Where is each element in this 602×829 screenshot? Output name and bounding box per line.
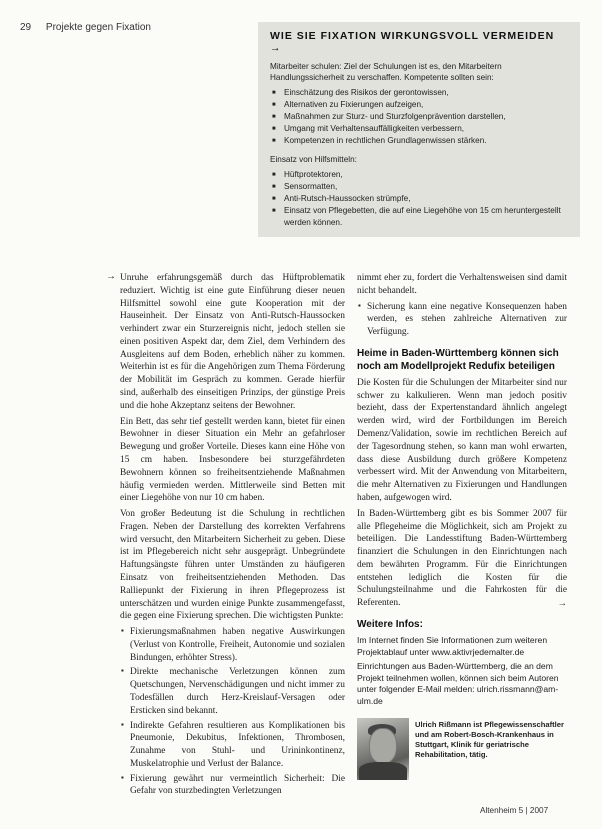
box-aid: ■ Sensormatten,	[284, 181, 568, 193]
bullet-item: ▪ Fixierung gewährt nur vermeintlich Sicherheit: Die Gefahr von sturzbedingten Verletzungen	[130, 773, 345, 799]
paragraph: Unruhe erfahrungsgemäß durch das Hüftproblematik reduziert. Wichtig ist eine gute Einführung dieser neuen Hilfsmittel sowohl eine gute Kooperation mit der Hauseinheit. Der Einsatz von Anti-Rutsch-Haussocken verhindert zwar ein Sturzereignis nicht, jedoch stellen sie einen positiven Aspekt dar, dem Ziel, dem Verhindern des Ausgleitens auf dem Boden, erheblich näher zu kommen. Weiterhin ist es für die Angehörigen zum Thema Förderung der Mobilität im Gespräch zu kommen. Gerade hierfür sind, außerhalb des einseitigen Prinzips, der günstige Preis und die hohe Akzeptanz seitens der Bewohner.	[120, 273, 345, 411]
paragraph: nimmt eher zu, fordert die Verhaltensweisen sind damit nicht behandelt.	[357, 273, 567, 296]
right-bullets	[357, 301, 567, 339]
section-title: Projekte gegen Fixation	[45, 22, 151, 33]
author-caption: Ulrich Rißmann ist Pflegewissenschaftler und am Robert-Bosch-Krankenhaus in Stuttgart, Klinik für geriatrische Rehabilitation, tätig.	[415, 720, 564, 759]
info-text: Einrichtungen aus Baden-Württemberg, die an dem Projekt teilnehmen wollen, können sich beim Autoren unter folgender E-Mail melden: ulrich.rissmann@am-ulm.de	[357, 661, 559, 706]
paragraph: Ein Bett, das sehr tief gestellt werden kann, bietet für einen Bewohner in dieser Situation ein Mehr an gefahrloser Bewegung und großer Vorteile. Dieses kann eine Höhe von 15 cm haben. Insbesondere bei sturzgefährdeten Bewohnern können so freiheitsentziehende Maßnahmen häufig vermieden werden. Mittlerweile sind Betten mit einer Liegehöhe von nur 10 cm haben.	[120, 416, 345, 504]
left-column	[120, 272, 345, 801]
continuation-arrow-icon: →	[106, 271, 116, 282]
info-text: Im Internet finden Sie Informationen zum weiteren Projektablauf unter www.aktivrjedemalter.de	[357, 634, 548, 657]
paragraph: In Baden-Württemberg gibt es bis Sommer 2007 für alle Pflegeheime die Möglichkeit, sich am Projekt zu beteiligen. Die Landesstiftung Baden-Württemberg finanziert die Schulungen in den Einrichtungen nach dem bewährten Programm. Für die Einrichtungen entstehen lediglich die Kosten für die Schulungsteilnahme und die Fahrkosten für die Referenten. →	[357, 508, 567, 609]
author-block	[357, 718, 577, 788]
info-box	[258, 22, 580, 237]
info-title: Weitere Infos:	[357, 618, 423, 630]
box-item: ■ Alternativen zu Fixierungen aufzeigen,	[284, 99, 568, 111]
box-aids	[270, 169, 568, 228]
author-photo	[357, 718, 409, 780]
box-aid: ■ Hüftprotektoren,	[284, 169, 568, 181]
bullet-item: ▪ Indirekte Gefahren resultieren aus Komplikationen bis Pneumonie, Dekubitus, Infektionen, Thrombosen, Zunahme von Stuhl- und Urininkontinenz, Muskelatrophie und Verlust der Balance.	[130, 720, 345, 771]
box-item: ■ Einschätzung des Risikos der gerontowissen,	[284, 87, 568, 99]
box-item: ■ Maßnahmen zur Sturz- und Sturzfolgenprävention darstellen,	[284, 111, 568, 123]
box-title: WIE SIE FIXATION WIRKUNGSVOLL VERMEIDEN →	[270, 30, 555, 54]
paragraph: Die Kosten für die Schulungen der Mitarbeiter sind nur schwer zu kalkulieren. Wenn man jedoch positiv bezieht, dass der Expertenstandard ähnlich angelegt werden wird, wird der Fortbildungen im Bereich Demenz/Validation, sowie im rechtlichen Bereich auf der Tagesordnung stehen, so kann man wohl erwarten, dass diese Ausbildung durch größere Kompetenz verbessert wird. Mit der Anwendung von Mitarbeitern, die mehr Alternativen zu Fixierungen und Handlungen haben, aufgewogen wird.	[357, 377, 567, 503]
bullet-item: ▪ Direkte mechanische Verletzungen können zum Quetschungen, Nervenschädigungen und nicht immer zu Todesfällen durch Herz-Kreislauf-Versagen oder Ersticken sind bekannt.	[130, 666, 345, 717]
paragraph: Von großer Bedeutung ist die Schulung in rechtlichen Fragen. Neben der Darstellung des korrekten Verfahrens wird versucht, den Mitarbeitern Sicherheit zu geben. Diese ist im Pflegebereich nicht sehr ausgeprägt. Unbegründete Haftungsängste führen unter Umständen zu häufigeren Einsatz von freiheitsentziehenden Methoden. Das Ralliepunkt der Fixierung in ihren Pflegeprozess ist unterschätzen und wurden einige Punkte zusammengefasst, die gegen eine Fixierung sprechen. Die wichtigsten Punkte:	[120, 509, 345, 622]
box-items	[270, 87, 568, 146]
page-footer: Altenheim 5 | 2007	[480, 806, 549, 815]
bullet-item: ▪ Fixierungsmaßnahmen haben negative Auswirkungen (Verlust von Kontrolle, Freiheit, Autonomie und sozialen Bindungen, erhöhter Stress).	[130, 626, 345, 664]
bullet-item: ▪ Sicherung kann eine negative Konsequenzen haben werden, es stehen zahlreiche Alternativen zur Verfügung.	[367, 301, 567, 339]
right-column	[357, 272, 567, 711]
box-aids-title: Einsatz von Hilfsmitteln:	[270, 154, 357, 164]
box-item: ■ Umgang mit Verhaltensauffälligkeiten verbessern,	[284, 123, 568, 135]
page-header	[20, 22, 151, 33]
arrow-icon: →	[557, 597, 567, 609]
box-aid: ■ Anti-Rutsch-Haussocken strümpfe,	[284, 193, 568, 205]
box-item: ■ Kompetenzen in rechtlichen Grundlagenwissen stärken.	[284, 135, 568, 147]
page-number: 29	[20, 22, 32, 33]
left-bullets	[120, 626, 345, 798]
section-heading: Heime in Baden-Württemberg können sich noch am Modellprojekt Redufix beteiligen	[357, 347, 559, 372]
box-aid: ■ Einsatz von Pflegebetten, die auf eine Liegehöhe von 15 cm heruntergestellt werden können.	[284, 205, 568, 229]
box-intro: Mitarbeiter schulen: Ziel der Schulungen ist es, den Mitarbeitern Handlungssicherheit zu verschaffen. Kompetente sollten sein:	[270, 62, 502, 82]
